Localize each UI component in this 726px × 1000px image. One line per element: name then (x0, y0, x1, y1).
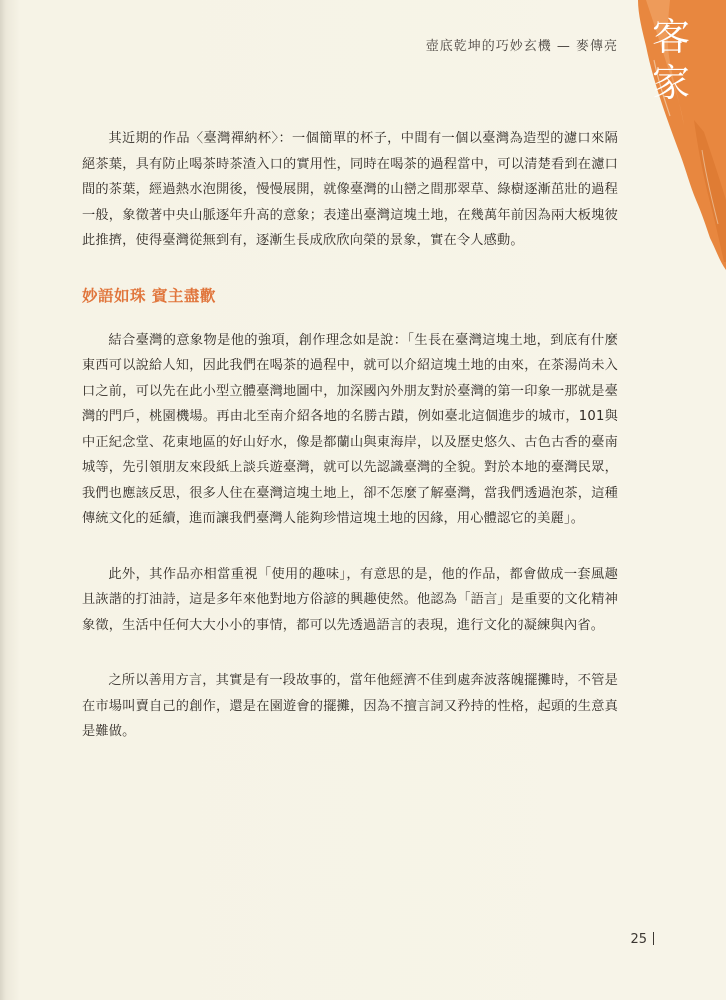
page-number-value: 25 (630, 932, 647, 947)
page-number (630, 932, 654, 947)
brush-tab-label: 客家 (651, 15, 690, 105)
section-heading: 妙語如珠 賓主盡歡 (82, 286, 216, 305)
paragraph-3: 此外，其作品亦相當重視「使用的趣味」，有意思的是，他的作品，都會做成一套風趣且詼諧的打油詩，這是多年來他對地方俗諺的興趣使然。他認為「語言」是重要的文化精神象徵，生活中任何大大小小的事情，都可以先透過語言的表現，進行文化的凝練與內省。 (82, 566, 618, 633)
article-body (82, 126, 618, 775)
paragraph-2: 結合臺灣的意象物是他的強項，創作理念如是說：「生長在臺灣這塊土地，到底有什麼東西可以說給人知，因此我們在喝茶的過程中，就可以介紹這塊土地的由來，在茶湯尚未入口之前，可以先在此小型立體臺灣地圖中，加深國內外朋友對於臺灣的第一印象一那就是臺灣的門戶，桃園機場。再由北至南介紹各地的名勝古蹟，例如臺北這個進步的城市，101與中正紀念堂、花東地區的好山好水，像是都蘭山與東海岸，以及歷史悠久、古色古香的臺南城等，先引領朋友來段紙上談兵遊臺灣，就可以先認識臺灣的全貌。對於本地的臺灣民眾，我們也應該反思，很多人住在臺灣這塊土地上，卻不怎麼了解臺灣，當我們透過泡茶，這種傳統文化的延續，進而讓我們臺灣人能夠珍惜這塊土地的因緣，用心體認它的美麗」。 (82, 332, 618, 526)
running-header-title: 壺底乾坤的巧妙玄機 — 麥傳亮 (425, 39, 618, 54)
paragraph-4: 之所以善用方言，其實是有一段故事的，當年他經濟不佳到處奔波落魄擺攤時，不管是在市場叫賣自己的創作，還是在園遊會的擺攤，因為不擅言詞又矜持的性格，起頭的生意真是難做。 (82, 673, 618, 739)
page-number-divider (653, 932, 654, 945)
paragraph-1: 其近期的作品〈臺灣禪納杯〉：一個簡單的杯子，中間有一個以臺灣為造型的濾口來隔絕茶葉，具有防止喝茶時茶渣入口的實用性，同時在喝茶的過程當中，可以清楚看到在濾口間的茶葉，經過熱水泡開後，慢慢展開，就像臺灣的山巒之間那翠草、綠樹逐漸茁壯的過程一般，象徵著中央山脈逐年升高的意象；表達出臺灣這塊土地，在幾萬年前因為兩大板塊彼此推擠，使得臺灣從無到有，逐漸生長成欣欣向榮的景象，實在令人感動。 (82, 131, 618, 248)
